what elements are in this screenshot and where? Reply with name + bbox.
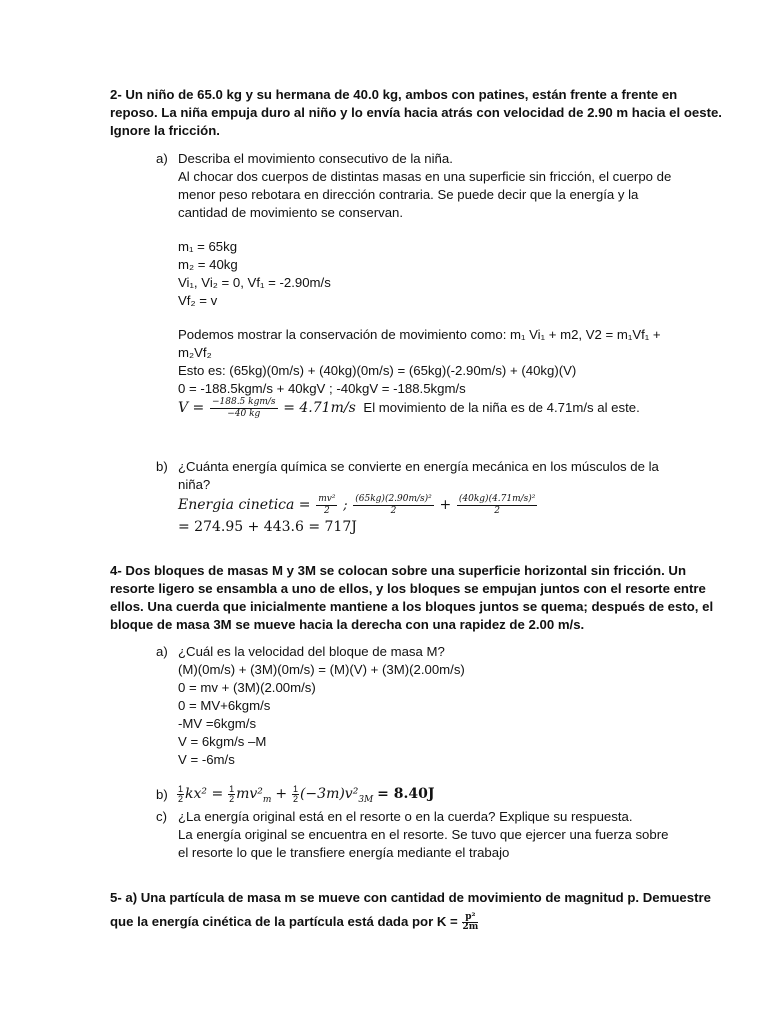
q2-data-m2: m₂ = 40kg: [178, 257, 238, 272]
q4-a-line-3: 0 = mv + (3M)(2.00m/s): [178, 680, 316, 695]
q2-energy-frac-2: [353, 494, 434, 517]
q4-title-line-1: 4- Dos bloques de masas M y 3M se colocan sobre una superficie horizontal sin fricción. Un: [110, 563, 686, 578]
q4-b-h1: 1: [178, 783, 184, 794]
q5-line-2-text: que la energía cinética de la partícula está dada por K =: [110, 914, 458, 929]
q2-title-line-1: 2- Un niño de 65.0 kg y su hermana de 40.0 kg, ambos con patines, están frente a frente en: [110, 87, 678, 102]
q2-energy-f2-den: 2: [390, 506, 397, 517]
q2-a-line-4: cantidad de movimiento se conservan.: [178, 205, 404, 220]
q5-line-1: 5- a) Una partícula de masa m se mueve con cantidad de movimiento de magnitud p. Demuestre: [110, 890, 711, 905]
q5-k-den: 2m: [462, 922, 479, 933]
q2-v-rhs: = 4.71m/s: [283, 400, 356, 416]
q4-b-t3sub: 3M: [358, 794, 374, 805]
q4-b-half-1: [177, 785, 184, 804]
q4-b-h3: 1: [292, 783, 298, 794]
q2-title-line-2: reposo. La niña empuja duro al niño y lo envía hacia atrás con velocidad de 2.90 m hacia el oeste.: [110, 105, 722, 120]
q2-velocity-equation: [178, 396, 640, 420]
q2-cons-line-2: m₂Vf₂: [178, 345, 212, 360]
q4-b-half-3: [292, 785, 299, 804]
q4-a-line-5: -MV =6kgm/s: [178, 716, 257, 731]
q4-c-line-1: ¿La energía original está en el resorte o en la cuerda? Explique su respuesta.: [178, 809, 633, 824]
q2-v-text: El movimiento de la niña es de 4.71m/s al este.: [363, 400, 640, 415]
q4-a-line-6: V = 6kgm/s –M: [178, 734, 267, 749]
q4-b-t3: (−3m)v²: [299, 786, 359, 802]
q4-a-line-2: (M)(0m/s) + (3M)(0m/s) = (M)(V) + (3M)(2.00m/s): [178, 662, 465, 677]
q4-c-line-2: La energía original se encuentra en el resorte. Se tuvo que ejercer una fuerza sobre: [178, 827, 669, 842]
q4-b-half-2: [228, 785, 235, 804]
q2-data-vf2: Vf₂ = v: [178, 293, 218, 308]
q5-k-num: p²: [462, 913, 478, 923]
q5-line-2: [110, 911, 479, 933]
q2-energy-f1-den: 2: [323, 506, 330, 517]
q2-energy-result: = 274.95 + 443.6 = 717J: [178, 519, 357, 535]
q4-a-line-7: V = -6m/s: [178, 752, 235, 767]
q2-v-num: −188.5 kgm/s: [211, 397, 276, 408]
q4-c-line-3: el resorte lo que le transfiere energía mediante el trabajo: [178, 845, 510, 860]
q2-b-label: b): [156, 459, 168, 474]
q4-b-t2sub: m: [262, 794, 272, 805]
q4-b-t2: mv²: [236, 786, 263, 802]
q2-energy-lhs: Energia cinetica =: [178, 497, 311, 513]
q2-cons-line-3: Esto es: (65kg)(0m/s) + (40kg)(0m/s) = (65kg)(-2.90m/s) + (40kg)(V): [178, 363, 577, 378]
q2-title-line-3: Ignore la fricción.: [110, 123, 220, 138]
q4-a-line-1: ¿Cuál es la velocidad del bloque de masa M?: [178, 644, 445, 659]
q2-energy-plus: +: [439, 497, 452, 513]
q2-a-label: a): [156, 151, 168, 166]
q2-v-den: −40 kg: [227, 409, 261, 420]
q4-a-label: a): [156, 644, 168, 659]
q4-a-line-4: 0 = MV+6kgm/s: [178, 698, 271, 713]
q4-b-label: b): [156, 787, 168, 802]
q2-energy-f1-num: mv²: [318, 494, 336, 505]
q2-cons-line-4: 0 = -188.5kgm/s + 40kgV ; -40kgV = -188.5kgm/s: [178, 381, 466, 396]
q2-a-line-1: Describa el movimiento consecutivo de la niña.: [178, 151, 453, 166]
q2-b-line-2: niña?: [178, 477, 211, 492]
q4-b-d1: 2: [178, 793, 184, 804]
q2-energy-frac-1: [316, 494, 337, 517]
q2-data-vi: Vi₁, Vi₂ = 0, Vf₁ = -2.90m/s: [178, 275, 331, 290]
q4-title-line-2: resorte ligero se ensambla a uno de ellos, y los bloques se empujan juntos con el resorte entre: [110, 581, 706, 596]
q4-b-d2: 2: [229, 793, 235, 804]
q2-cons-line-1: Podemos mostrar la conservación de movimiento como: m₁ Vi₁ + m2, V2 = m₁Vf₁ +: [178, 327, 661, 342]
q4-title-line-4: bloque de masa 3M se mueve hacia la derecha con una rapidez de 2.00 m/s.: [110, 617, 585, 632]
q2-energy-f2-num: (65kg)(2.90m/s)²: [355, 494, 432, 505]
q2-a-line-2: Al chocar dos cuerpos de distintas masas en una superficie sin fricción, el cuerpo de: [178, 169, 672, 184]
q5-k-fraction: [462, 913, 478, 932]
q2-energy-f3-num: (40kg)(4.71m/s)²: [458, 494, 536, 505]
q2-v-fraction: [210, 397, 278, 420]
q4-b-result: = 8.40J: [377, 786, 435, 802]
q4-title-line-3: ellos. Una cuerda que inicialmente mantiene a los bloques juntos se quema; después de esto, el: [110, 599, 714, 614]
q4-b-h2: 1: [229, 783, 235, 794]
q4-b-plus: +: [275, 786, 288, 802]
q2-energy-f3-den: 2: [494, 506, 501, 517]
q4-b-d3: 2: [292, 793, 298, 804]
q2-energy-equation: [178, 492, 539, 519]
q2-data-m1: m₁ = 65kg: [178, 239, 238, 254]
q2-a-line-3: menor peso rebotara en dirección contraria. Se puede decir que la energía y la: [178, 187, 639, 202]
q4-c-label: c): [156, 809, 167, 824]
q2-energy-sep: ;: [343, 498, 348, 513]
q2-v-lhs: V =: [178, 400, 205, 416]
q2-energy-frac-3: [457, 494, 538, 517]
q4-b-t1: kx² =: [185, 786, 224, 802]
q2-b-line-1: ¿Cuánta energía química se convierte en energía mecánica en los músculos de la: [178, 459, 659, 474]
